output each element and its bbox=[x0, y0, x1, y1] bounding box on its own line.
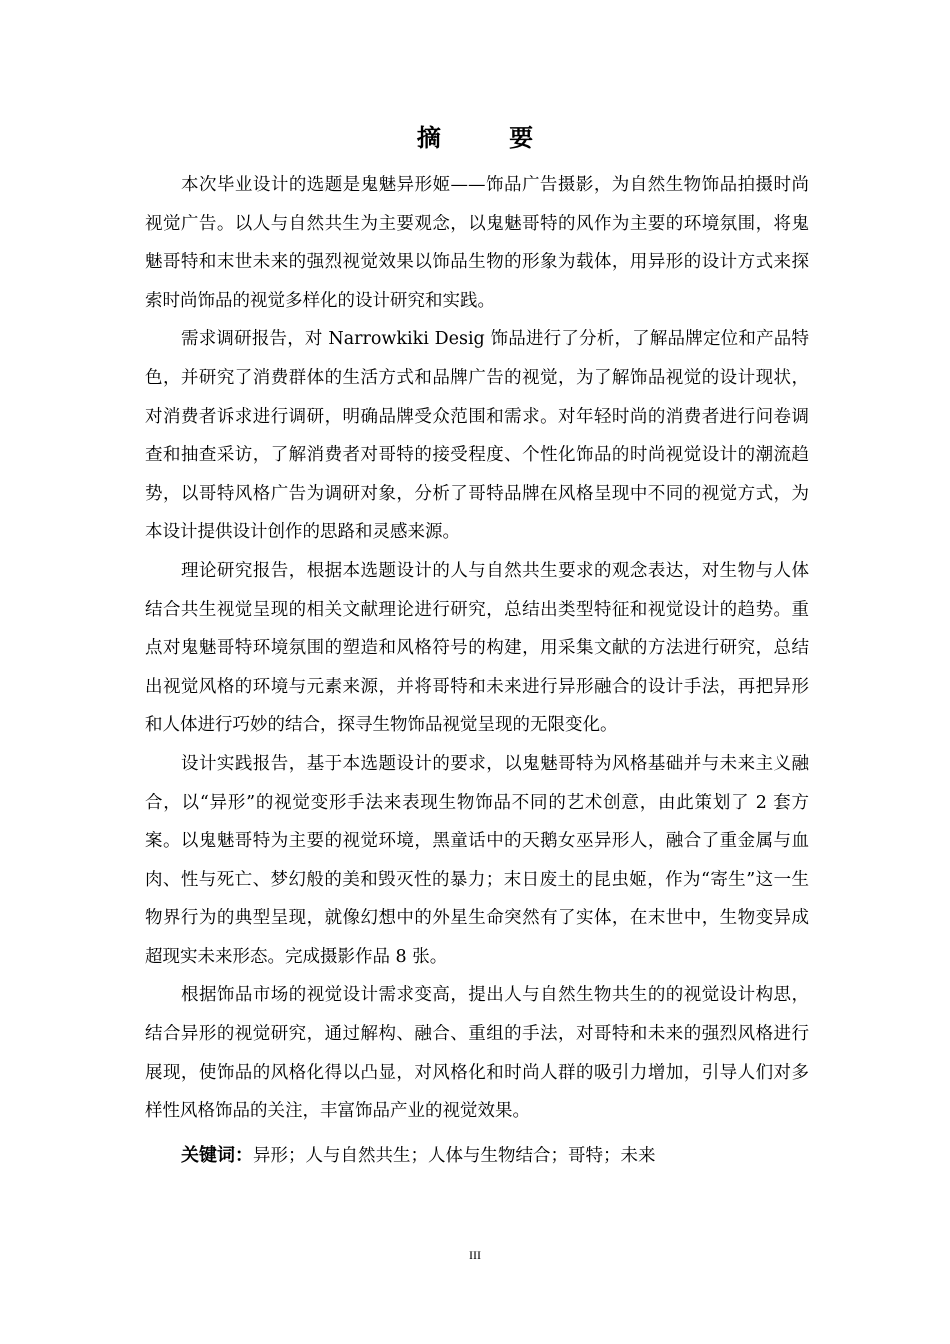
paragraph-conclusion: 根据饰品市场的视觉设计需求变高，提出人与自然生物共生的的视觉设计构思，结合异形的视觉研究，通过解构、融合、重组的手法，对哥特和未来的强烈风格进行展现，使饰品的风格化得以凸显，对风格化和时尚人群的吸引力增加，引导人们对多样性风格饰品的关注，丰富饰品产业的视觉效果。 bbox=[145, 985, 809, 1122]
abstract-body bbox=[145, 166, 809, 1175]
paragraph-research-report: 需求调研报告，对 Narrowkiki Desig 饰品进行了分析，了解品牌定位和产品特色，并研究了消费群体的生活方式和品牌广告的视觉，为了解饰品视觉的设计现状，对消费者诉求进行调研，明确品牌受众范围和需求。对年轻时尚的消费者进行问卷调查和抽查采访，了解消费者对哥特的接受程度、个性化饰品的时尚视觉设计的潮流趋势，以哥特风格广告为调研对象，分析了哥特品牌在风格呈现中不同的视觉方式，为本设计提供设计创作的思路和灵感来源。 bbox=[145, 329, 809, 543]
keywords-line bbox=[145, 1137, 809, 1175]
page-number: III bbox=[469, 1248, 481, 1262]
paragraph-practice-report: 设计实践报告，基于本选题设计的要求，以鬼魅哥特为风格基础并与未来主义融合，以“异形”的视觉变形手法来表现生物饰品不同的艺术创意，由此策划了 2 套方案。以鬼魅哥特为主要的视觉环境，黑童话中的天鹅女巫异形人，融合了重金属与血肉、性与死亡、梦幻般的美和毁灭性的暴力；末日废土的昆虫姬，作为“寄生”这一生物界行为的典型呈现，就像幻想中的外星生命突然有了实体，在末世中，生物变异成超现实未来形态。完成摄影作品 8 张。 bbox=[145, 753, 809, 967]
paragraph-theory-report: 理论研究报告，根据本选题设计的人与自然共生要求的观念表达，对生物与人体结合共生视觉呈现的相关文献理论进行研究，总结出类型特征和视觉设计的趋势。重点对鬼魅哥特环境氛围的塑造和风格符号的构建，用采集文献的方法进行研究，总结出视觉风格的环境与元素来源，并将哥特和未来进行异形融合的设计手法，再把异形和人体进行巧妙的结合，探寻生物饰品视觉呈现的无限变化。 bbox=[145, 560, 809, 736]
keywords-text: 异形；人与自然共生；人体与生物结合；哥特；未来 bbox=[253, 1145, 656, 1166]
keywords-label: 关键词： bbox=[181, 1144, 253, 1166]
paragraph-topic: 本次毕业设计的选题是鬼魅异形姬——饰品广告摄影，为自然生物饰品拍摄时尚视觉广告。以人与自然共生为主要观念，以鬼魅哥特的风作为主要的环境氛围，将鬼魅哥特和末世未来的强烈视觉效果以饰品生物的形象为载体，用异形的设计方式来探索时尚饰品的视觉多样化的设计研究和实践。 bbox=[145, 175, 809, 311]
abstract-title: 摘 要 bbox=[416, 124, 564, 152]
